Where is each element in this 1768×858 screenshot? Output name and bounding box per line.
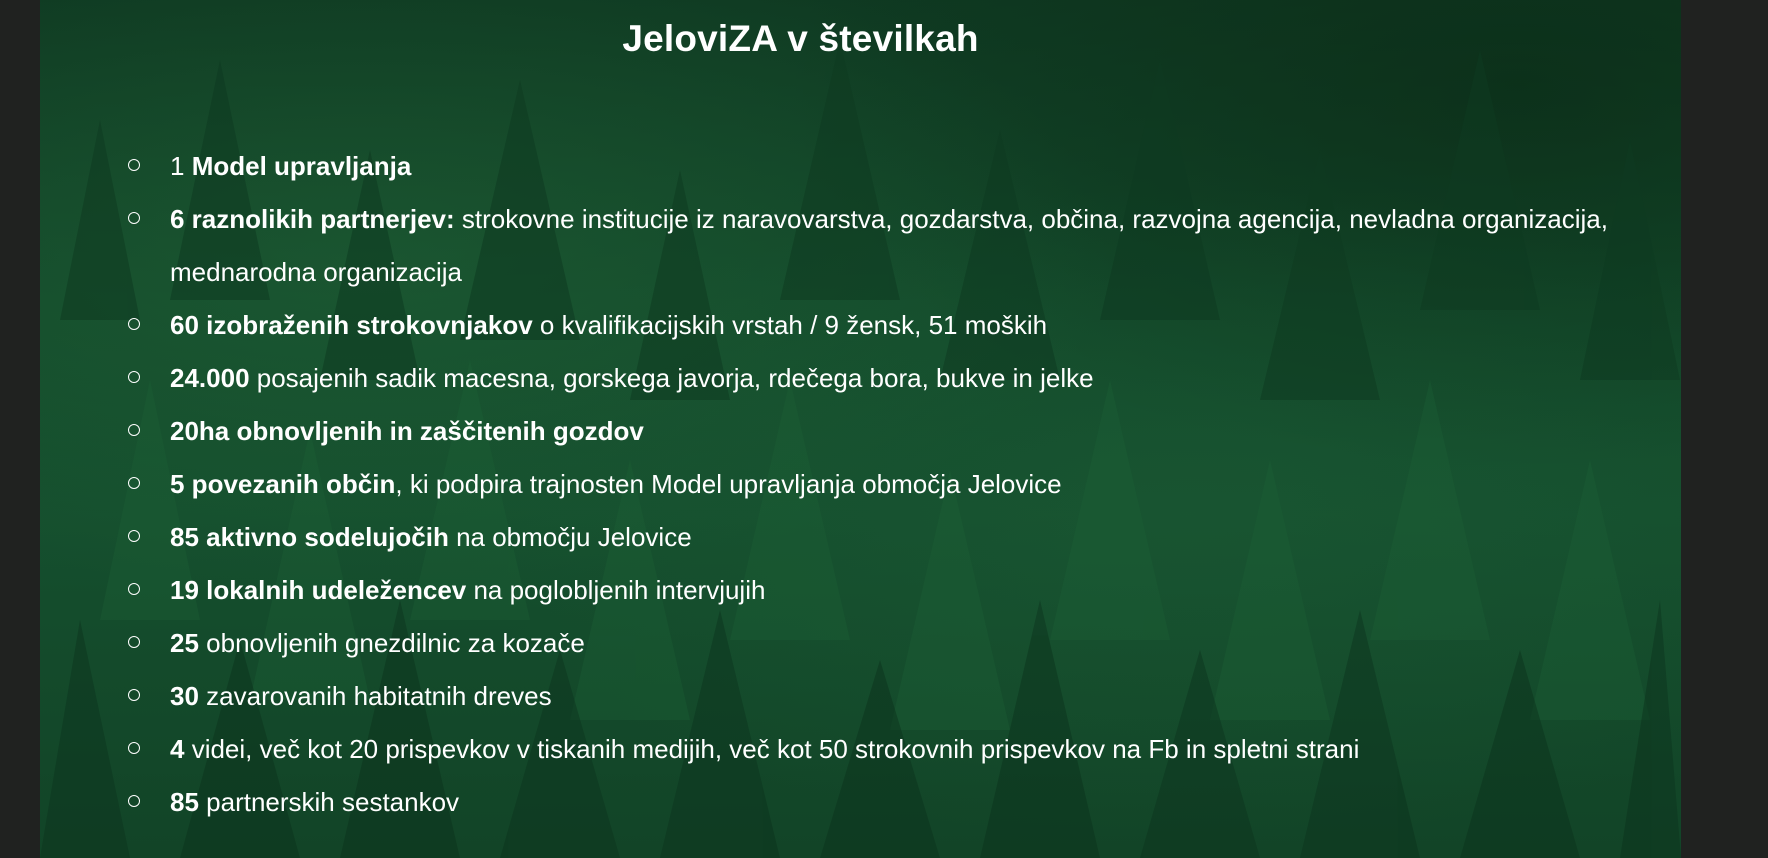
item-bold: 30	[170, 681, 199, 711]
item-bold: 24.000	[170, 363, 250, 393]
item-text: , ki podpira trajnosten Model upravljanja območja Jelovice	[395, 469, 1062, 499]
circle-bullet-icon	[128, 795, 140, 807]
item-bold: 85 aktivno sodelujočih	[170, 522, 449, 552]
list-item	[88, 564, 1628, 617]
circle-bullet-icon	[128, 689, 140, 701]
circle-bullet-icon	[128, 159, 140, 171]
item-text: na območju Jelovice	[448, 522, 692, 552]
list-item	[88, 670, 1628, 723]
presentation-slide	[40, 0, 1681, 858]
list-item	[88, 299, 1628, 352]
circle-bullet-icon	[128, 371, 140, 383]
item-text: videi, več kot 20 prispevkov v tiskanih medijih, več kot 50 strokovnih prispevkov na Fb in spletni strani	[184, 734, 1360, 764]
stats-list	[88, 140, 1628, 829]
item-text: zavarovanih habitatnih dreves	[198, 681, 552, 711]
item-bold: 60 izobraženih strokovnjakov	[170, 310, 533, 340]
list-item	[88, 617, 1628, 670]
item-bold: 85	[170, 787, 199, 817]
item-text: o kvalifikacijskih vrstah / 9 žensk, 51 moških	[532, 310, 1048, 340]
item-bold: 25	[170, 628, 199, 658]
item-bold: 19 lokalnih udeležencev	[170, 575, 467, 605]
circle-bullet-icon	[128, 424, 140, 436]
right-margin	[1681, 0, 1768, 858]
item-bold: Model upravljanja	[191, 151, 412, 181]
circle-bullet-icon	[128, 318, 140, 330]
item-text: na poglobljenih intervjujih	[466, 575, 766, 605]
circle-bullet-icon	[128, 636, 140, 648]
circle-bullet-icon	[128, 477, 140, 489]
item-bold: 4	[170, 734, 185, 764]
list-item	[88, 352, 1628, 405]
item-bold: 20ha obnovljenih in zaščitenih gozdov	[170, 416, 644, 446]
list-item	[88, 723, 1628, 776]
item-lead: 1	[170, 151, 192, 181]
list-item	[88, 776, 1628, 829]
item-text: posajenih sadik macesna, gorskega javorja, rdečega bora, bukve in jelke	[249, 363, 1094, 393]
item-text: strokovne institucije iz naravovarstva, gozdarstva, občina, razvojna agencija, nevladna organizacija, mednarodna organizacija	[170, 204, 1608, 287]
item-text: obnovljenih gnezdilnic za kozače	[198, 628, 585, 658]
circle-bullet-icon	[128, 212, 140, 224]
list-item	[88, 140, 1628, 193]
item-bold: 5 povezanih občin	[170, 469, 396, 499]
item-bold: 6 raznolikih partnerjev:	[170, 204, 455, 234]
list-item	[88, 405, 1628, 458]
list-item	[88, 458, 1628, 511]
circle-bullet-icon	[128, 530, 140, 542]
slide-title: JeloviZA v številkah	[622, 18, 979, 59]
circle-bullet-icon	[128, 583, 140, 595]
circle-bullet-icon	[128, 742, 140, 754]
list-item	[88, 193, 1628, 299]
item-text: partnerskih sestankov	[198, 787, 460, 817]
list-item	[88, 511, 1628, 564]
